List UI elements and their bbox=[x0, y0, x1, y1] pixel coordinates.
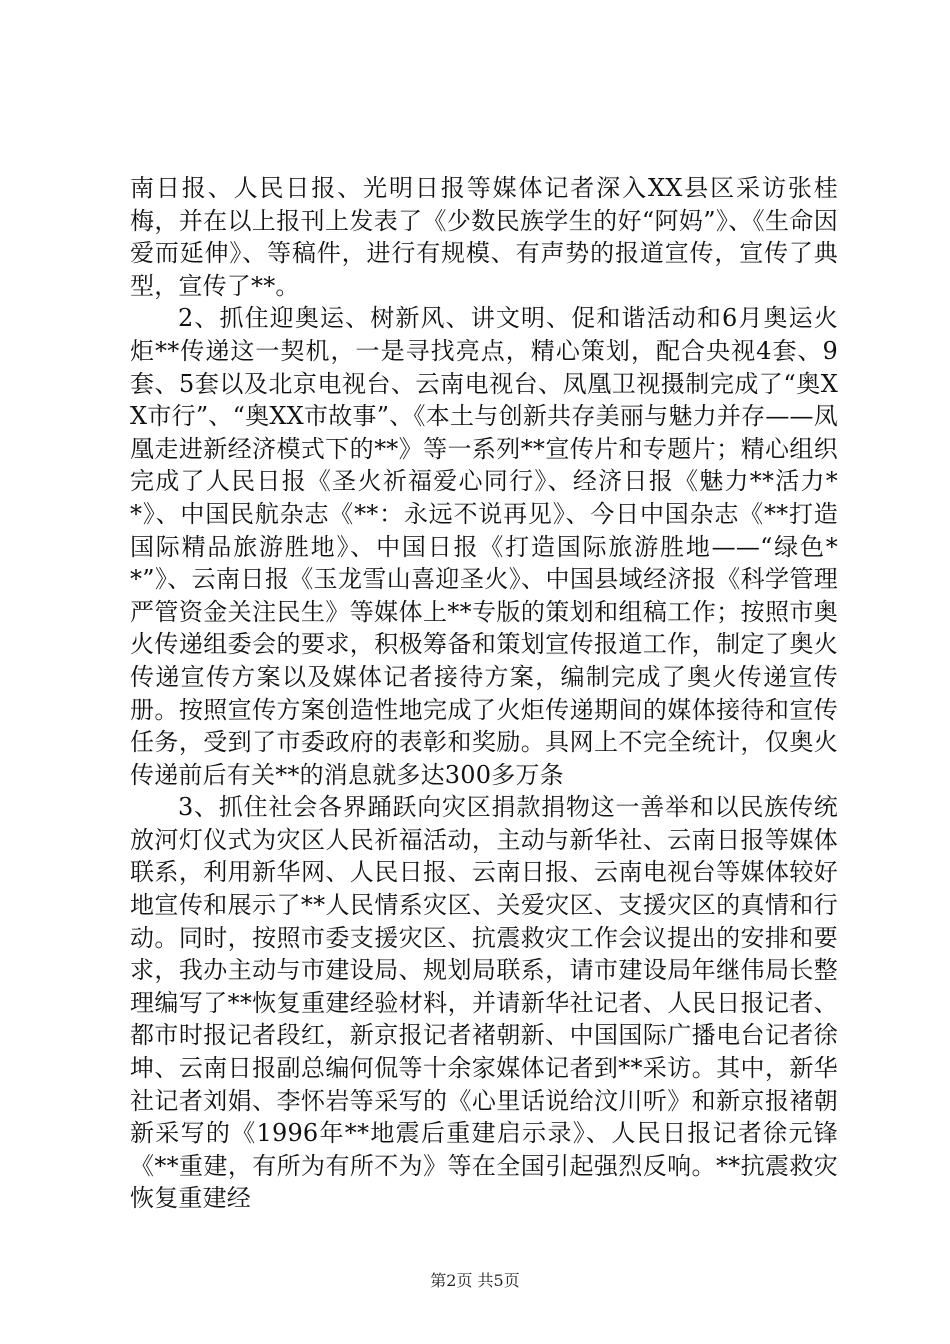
page-number-footer: 第2页 共5页 bbox=[430, 1271, 520, 1290]
paragraph-item-2: 2、抓住迎奥运、树新风、讲文明、促和谐活动和6月奥运火炬**传递这一契机，一是寻找亮点，精心策划，配合央视4套、9套、5套以及北京电视台、云南电视台、凤凰卫视摄制完成了“奥XX市行”、“奥XX市故事”、《本土与创新共存美丽与魅力并存——凤凰走进新经济模式下的**》等一系列**宣传片和专题片；精心组织完成了人民日报《圣火祈福爱心同行》、经济日报《魅力**活力**》、中国民航杂志《**：永远不说再见》、今日中国杂志《**打造国际精品旅游胜地》、中国日报《打造国际旅游胜地——“绿色**”》、云南日报《玉龙雪山喜迎圣火》、中国县域经济报《科学管理严管资金关注民生》等媒体上**专版的策划和组稿工作；按照市奥火传递组委会的要求，积极筹备和策划宣传报道工作，制定了奥火传递宣传方案以及媒体记者接待方案，编制完成了奥火传递宣传册。按照宣传方案创造性地完成了火炬传递期间的媒体接待和宣传任务，受到了市委政府的表彰和奖励。具网上不完全统计，仅奥火传递前后有关**的消息就多达300多万条 bbox=[130, 304, 838, 789]
paragraph-continuation: 南日报、人民日报、光明日报等媒体记者深入XX县区采访张桂梅，并在以上报刊上发表了《少数民族学生的好“阿妈”》、《生命因爱而延伸》、等稿件，进行有规模、有声势的报道宣传，宣传了典型，宣传了**。 bbox=[130, 174, 838, 300]
paragraph-item-3: 3、抓住社会各界踊跃向灾区捐款捐物这一善举和以民族传统放河灯仪式为灾区人民祈福活动，主动与新华社、云南日报等媒体联系，利用新华网、人民日报、云南日报、云南电视台等媒体较好地宣传和展示了**人民情系灾区、关爱灾区、支援灾区的真情和行动。同时，按照市委支援灾区、抗震救灾工作会议提出的安排和要求，我办主动与市建设局、规划局联系，请市建设局年继伟局长整理编写了**恢复重建经验材料，并请新华社记者、人民日报记者、都市时报记者段红，新京报记者褚朝新、中国国际广播电台记者徐坤、云南日报副总编何侃等十余家媒体记者到**采访。其中，新华社记者刘娟、李怀岩等采写的《心里话说给汶川听》和新京报褚朝新采写的《1996年**地震后重建启示录》、人民日报记者徐元锋《**重建，有所为有所不为》等在全国引起强烈反响。**抗震救灾恢复重建经 bbox=[130, 793, 838, 1213]
document-body bbox=[130, 172, 838, 1215]
